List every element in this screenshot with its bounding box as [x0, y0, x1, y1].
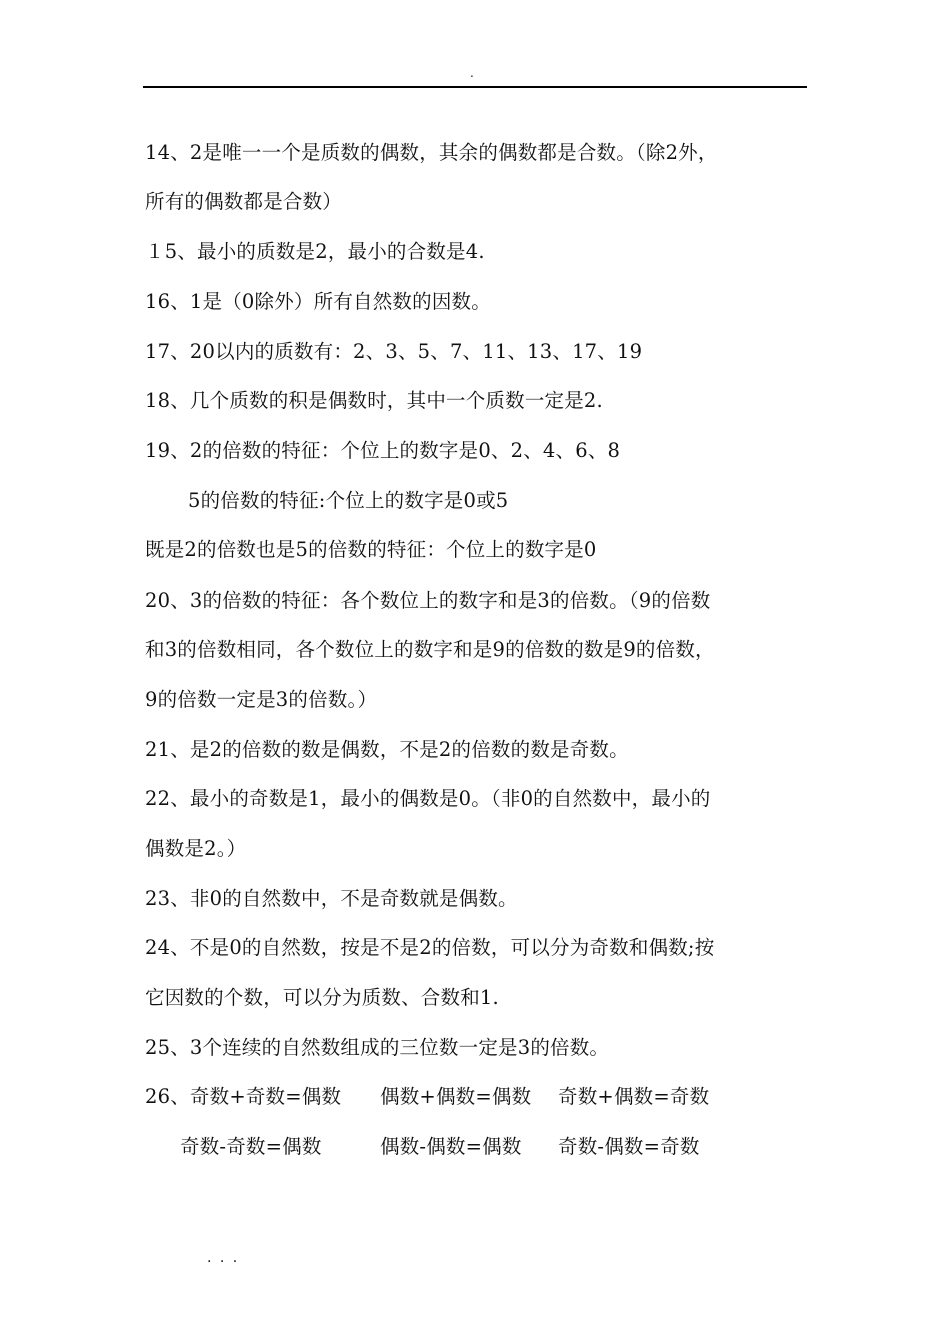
text-line-20a: 20、3的倍数的特征：各个数位上的数字和是3的倍数。（9的倍数 — [145, 589, 711, 612]
footer-mark: . . . — [207, 1250, 240, 1266]
formula-row2-mid: 偶数-偶数=偶数 — [380, 1135, 522, 1158]
text-line-14b: 所有的偶数都是合数） — [145, 190, 343, 213]
text-line-16: 16、1是（0除外）所有自然数的因数。 — [145, 290, 491, 313]
text-line-19a: 19、2的倍数的特征：个位上的数字是0、2、4、6、8 — [145, 439, 621, 462]
header-mark: . — [470, 66, 474, 80]
text-line-18: 18、几个质数的积是偶数时，其中一个质数一定是2. — [145, 389, 603, 412]
formula-row2-right: 奇数-偶数=奇数 — [558, 1135, 700, 1158]
text-line-19c: 既是2的倍数也是5的倍数的特征：个位上的数字是0 — [145, 538, 597, 561]
header-rule — [143, 86, 807, 88]
text-line-24a: 24、不是0的自然数，按是不是2的倍数，可以分为奇数和偶数;按 — [145, 936, 715, 959]
text-line-20c: 9的倍数一定是3的倍数。） — [145, 688, 378, 711]
text-line-20b: 和3的倍数相同，各个数位上的数字和是9的倍数的数是9的倍数， — [145, 638, 715, 661]
formula-row1-lead: 26、奇数+奇数=偶数 — [145, 1085, 342, 1108]
text-line-23: 23、非0的自然数中，不是奇数就是偶数。 — [145, 887, 518, 910]
text-line-22a: 22、最小的奇数是1，最小的偶数是0。（非0的自然数中，最小的 — [145, 787, 711, 810]
text-line-25: 25、3个连续的自然数组成的三位数一定是3的倍数。 — [145, 1036, 610, 1059]
formula-row1-right: 奇数+偶数=奇数 — [558, 1085, 710, 1108]
text-line-19b: 5的倍数的特征:个位上的数字是0或5 — [188, 489, 509, 512]
text-line-15: １5、最小的质数是2，最小的合数是4. — [145, 240, 485, 263]
formula-row2-lead: 奇数-奇数=偶数 — [180, 1135, 322, 1158]
text-line-24b: 它因数的个数，可以分为质数、合数和1. — [145, 986, 499, 1009]
formula-row1-mid: 偶数+偶数=偶数 — [380, 1085, 532, 1108]
text-line-17: 17、20以内的质数有：2、3、5、7、11、13、17、19 — [145, 340, 643, 363]
text-line-22b: 偶数是2。） — [145, 837, 247, 860]
text-line-14a: 14、2是唯一一个是质数的偶数，其余的偶数都是合数。（除2外， — [145, 141, 718, 164]
text-line-21: 21、是2的倍数的数是偶数，不是2的倍数的数是奇数。 — [145, 738, 629, 761]
